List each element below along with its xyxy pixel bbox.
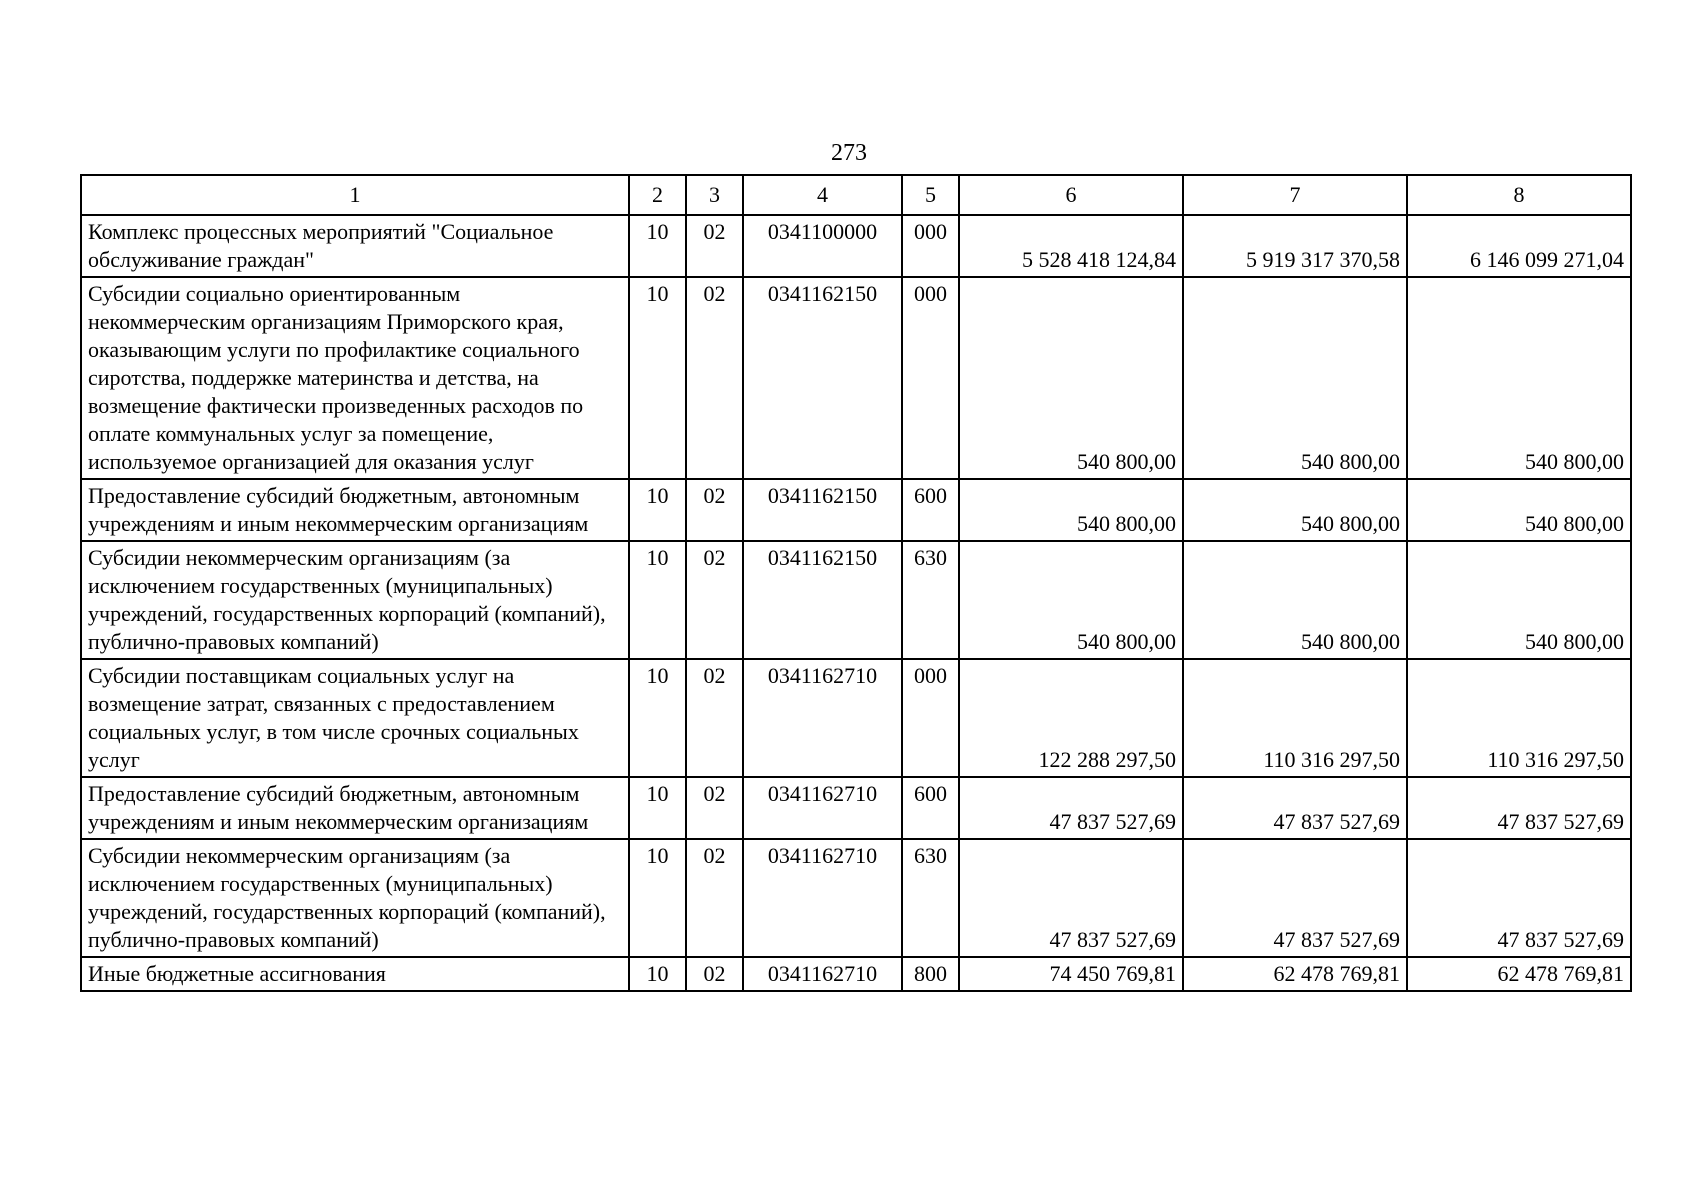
amount-col6-cell: 540 800,00 (959, 479, 1183, 541)
subsection-cell: 02 (686, 777, 743, 839)
amount-col6-cell: 47 837 527,69 (959, 839, 1183, 957)
subsection-cell: 02 (686, 839, 743, 957)
amount-col8-cell: 47 837 527,69 (1407, 777, 1631, 839)
section-cell: 10 (629, 277, 686, 479)
amount-col7-cell: 540 800,00 (1183, 479, 1407, 541)
section-cell: 10 (629, 777, 686, 839)
subsection-cell: 02 (686, 957, 743, 991)
table-row (81, 541, 1631, 659)
table-row (81, 479, 1631, 541)
section-cell: 10 (629, 215, 686, 277)
page-number: 273 (831, 140, 867, 166)
section-cell: 10 (629, 479, 686, 541)
amount-col6-cell: 5 528 418 124,84 (959, 215, 1183, 277)
amount-col6-cell: 122 288 297,50 (959, 659, 1183, 777)
amount-col8-cell: 540 800,00 (1407, 541, 1631, 659)
header-cell: 3 (686, 175, 743, 215)
header-cell: 5 (902, 175, 959, 215)
expense-type-cell: 000 (902, 659, 959, 777)
amount-col6-cell: 74 450 769,81 (959, 957, 1183, 991)
subsection-cell: 02 (686, 215, 743, 277)
header-cell: 1 (81, 175, 629, 215)
amount-col7-cell: 62 478 769,81 (1183, 957, 1407, 991)
row-name-cell: Субсидии социально ориентированным некоммерческим организациям Приморского края, оказывающим услуги по профилактике социального сиротства, поддержке материнства и детства, на возмещение фактически произведенных расходов по оплате коммунальных услуг за помещение, используемое организацией для оказания услуг (81, 277, 629, 479)
amount-col6-cell: 540 800,00 (959, 277, 1183, 479)
target-article-cell: 0341162150 (743, 277, 902, 479)
section-cell: 10 (629, 541, 686, 659)
table-row (81, 277, 1631, 479)
expense-type-cell: 600 (902, 479, 959, 541)
expense-type-cell: 800 (902, 957, 959, 991)
section-cell: 10 (629, 839, 686, 957)
amount-col8-cell: 47 837 527,69 (1407, 839, 1631, 957)
expense-type-cell: 000 (902, 277, 959, 479)
amount-col6-cell: 47 837 527,69 (959, 777, 1183, 839)
amount-col7-cell: 110 316 297,50 (1183, 659, 1407, 777)
row-name-cell: Предоставление субсидий бюджетным, автономным учреждениям и иным некоммерческим организациям (81, 479, 629, 541)
row-name-cell: Иные бюджетные ассигнования (81, 957, 629, 991)
row-name-cell: Субсидии некоммерческим организациям (за исключением государственных (муниципальных) учреждений, государственных корпораций (компаний), публично-правовых компаний) (81, 541, 629, 659)
table-header-row (81, 175, 1631, 215)
table-row (81, 659, 1631, 777)
amount-col8-cell: 62 478 769,81 (1407, 957, 1631, 991)
table-row (81, 777, 1631, 839)
target-article-cell: 0341162710 (743, 777, 902, 839)
target-article-cell: 0341162150 (743, 541, 902, 659)
subsection-cell: 02 (686, 479, 743, 541)
header-cell: 2 (629, 175, 686, 215)
header-cell: 4 (743, 175, 902, 215)
row-name-cell: Комплекс процессных мероприятий "Социальное обслуживание граждан" (81, 215, 629, 277)
header-cell: 7 (1183, 175, 1407, 215)
amount-col8-cell: 540 800,00 (1407, 479, 1631, 541)
section-cell: 10 (629, 957, 686, 991)
amount-col8-cell: 6 146 099 271,04 (1407, 215, 1631, 277)
amount-col7-cell: 5 919 317 370,58 (1183, 215, 1407, 277)
table-row (81, 839, 1631, 957)
section-cell: 10 (629, 659, 686, 777)
amount-col6-cell: 540 800,00 (959, 541, 1183, 659)
header-cell: 6 (959, 175, 1183, 215)
header-cell: 8 (1407, 175, 1631, 215)
expense-type-cell: 630 (902, 541, 959, 659)
table-row (81, 957, 1631, 991)
amount-col8-cell: 540 800,00 (1407, 277, 1631, 479)
subsection-cell: 02 (686, 659, 743, 777)
table-row (81, 215, 1631, 277)
subsection-cell: 02 (686, 541, 743, 659)
budget-table (80, 174, 1632, 992)
target-article-cell: 0341162710 (743, 659, 902, 777)
row-name-cell: Субсидии поставщикам социальных услуг на возмещение затрат, связанных с предоставлением социальных услуг, в том числе срочных социальных услуг (81, 659, 629, 777)
row-name-cell: Субсидии некоммерческим организациям (за исключением государственных (муниципальных) учреждений, государственных корпораций (компаний), публично-правовых компаний) (81, 839, 629, 957)
amount-col8-cell: 110 316 297,50 (1407, 659, 1631, 777)
amount-col7-cell: 47 837 527,69 (1183, 839, 1407, 957)
target-article-cell: 0341162150 (743, 479, 902, 541)
expense-type-cell: 000 (902, 215, 959, 277)
target-article-cell: 0341162710 (743, 839, 902, 957)
target-article-cell: 0341100000 (743, 215, 902, 277)
amount-col7-cell: 47 837 527,69 (1183, 777, 1407, 839)
target-article-cell: 0341162710 (743, 957, 902, 991)
amount-col7-cell: 540 800,00 (1183, 277, 1407, 479)
row-name-cell: Предоставление субсидий бюджетным, автономным учреждениям и иным некоммерческим организациям (81, 777, 629, 839)
expense-type-cell: 630 (902, 839, 959, 957)
amount-col7-cell: 540 800,00 (1183, 541, 1407, 659)
expense-type-cell: 600 (902, 777, 959, 839)
subsection-cell: 02 (686, 277, 743, 479)
